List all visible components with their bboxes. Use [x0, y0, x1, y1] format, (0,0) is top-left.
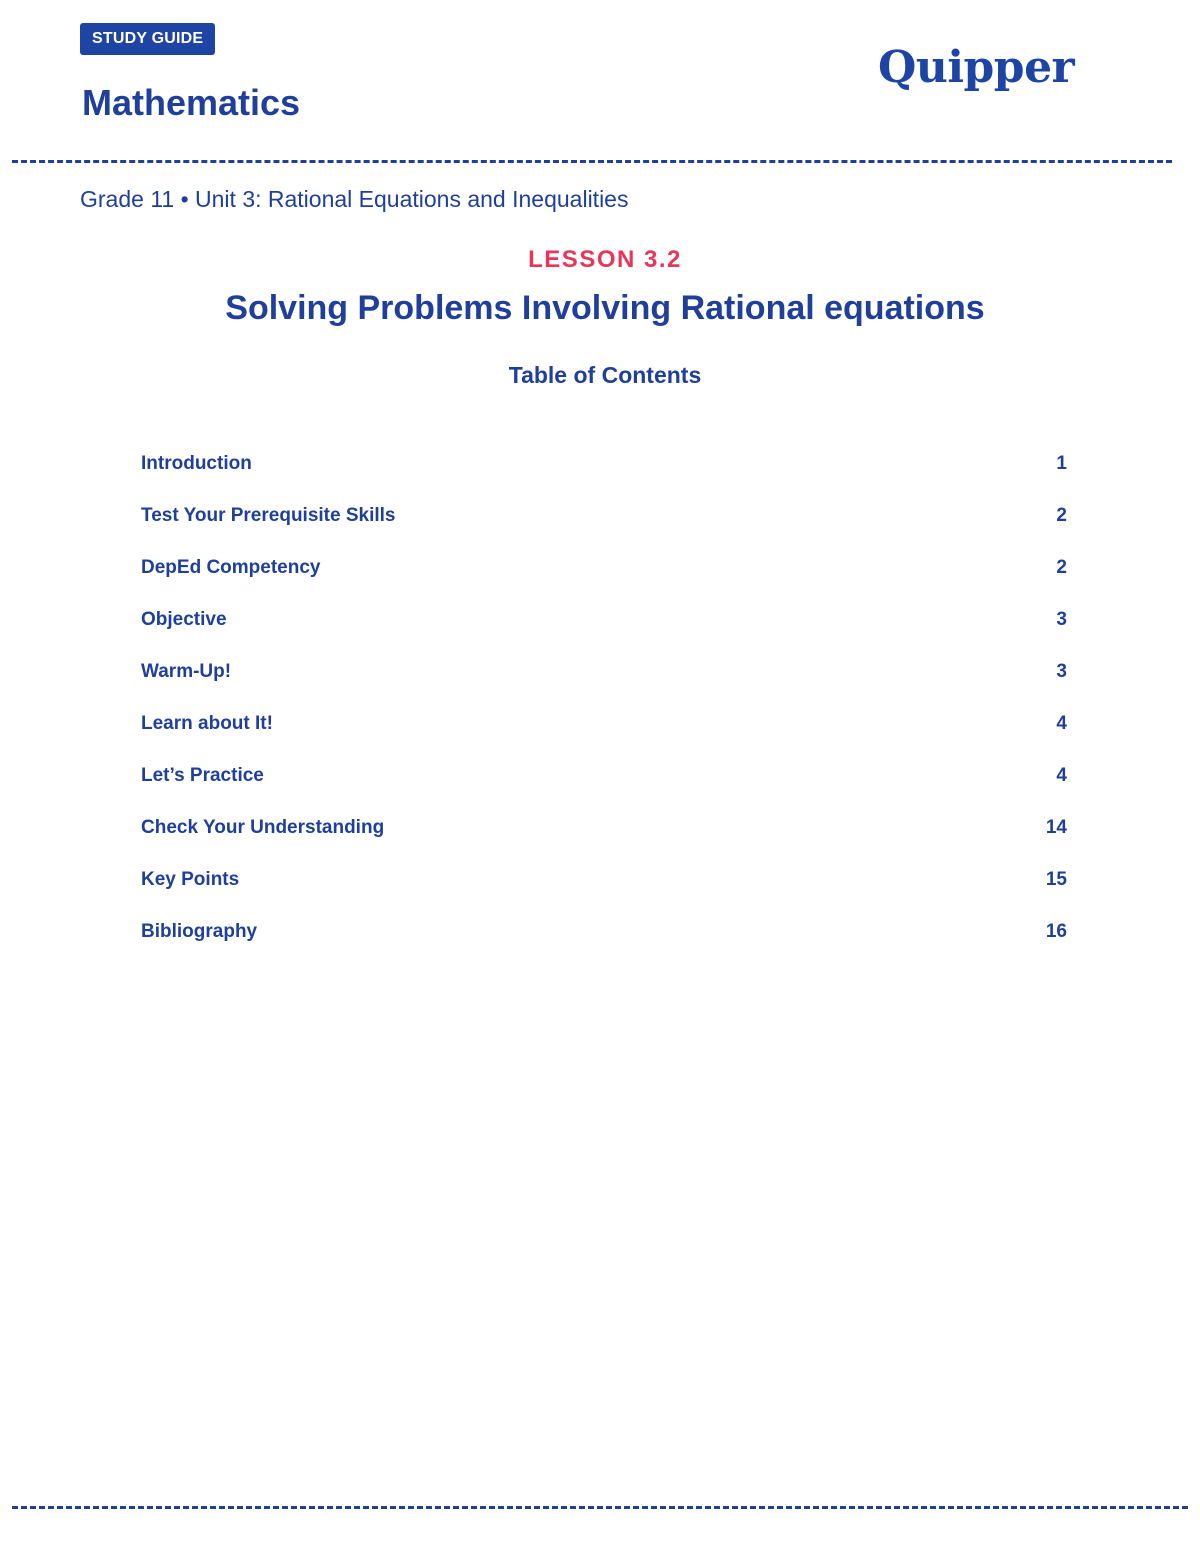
toc-item-label: Learn about It!	[141, 713, 273, 734]
quipper-logo: Quipper	[878, 42, 1075, 93]
table-of-contents	[141, 438, 1067, 958]
toc-item-page: 4	[1056, 765, 1067, 786]
toc-item-page: 4	[1056, 713, 1067, 734]
toc-item-objective[interactable]	[141, 594, 1067, 646]
bottom-divider	[12, 1506, 1188, 1509]
toc-item-label: Let’s Practice	[141, 765, 264, 786]
toc-item-label: Introduction	[141, 453, 252, 474]
toc-item-page: 14	[1045, 817, 1067, 838]
lesson-number: LESSON 3.2	[528, 246, 682, 273]
toc-item-deped-competency[interactable]	[141, 542, 1067, 594]
toc-item-learn-about-it[interactable]	[141, 698, 1067, 750]
unit-line: Grade 11 • Unit 3: Rational Equations and Inequalities	[80, 186, 629, 212]
lesson-title: Solving Problems Involving Rational equations	[225, 289, 985, 327]
toc-item-check-understanding[interactable]	[141, 802, 1067, 854]
toc-item-page: 3	[1056, 661, 1067, 682]
toc-item-prerequisite-skills[interactable]	[141, 490, 1067, 542]
toc-item-label: Key Points	[141, 869, 240, 890]
toc-item-page: 2	[1056, 505, 1067, 526]
toc-item-page: 1	[1056, 453, 1067, 474]
toc-item-key-points[interactable]	[141, 854, 1067, 906]
toc-item-lets-practice[interactable]	[141, 750, 1067, 802]
subject-title: Mathematics	[82, 82, 301, 123]
toc-item-page: 2	[1056, 557, 1067, 578]
toc-item-label: Bibliography	[141, 921, 258, 942]
toc-item-page: 15	[1045, 869, 1067, 890]
toc-item-label: DepEd Competency	[141, 557, 321, 578]
toc-heading: Table of Contents	[508, 362, 702, 388]
top-divider	[12, 160, 1172, 163]
toc-item-label: Objective	[141, 609, 227, 630]
toc-item-page: 16	[1045, 921, 1067, 942]
toc-item-bibliography[interactable]	[141, 906, 1067, 958]
toc-item-label: Test Your Prerequisite Skills	[141, 505, 396, 526]
toc-item-page: 3	[1056, 609, 1067, 630]
toc-item-warm-up[interactable]	[141, 646, 1067, 698]
toc-item-label: Warm-Up!	[141, 661, 232, 682]
study-guide-badge: STUDY GUIDE	[80, 23, 215, 55]
toc-item-label: Check Your Understanding	[141, 817, 385, 838]
toc-item-introduction[interactable]	[141, 438, 1067, 490]
